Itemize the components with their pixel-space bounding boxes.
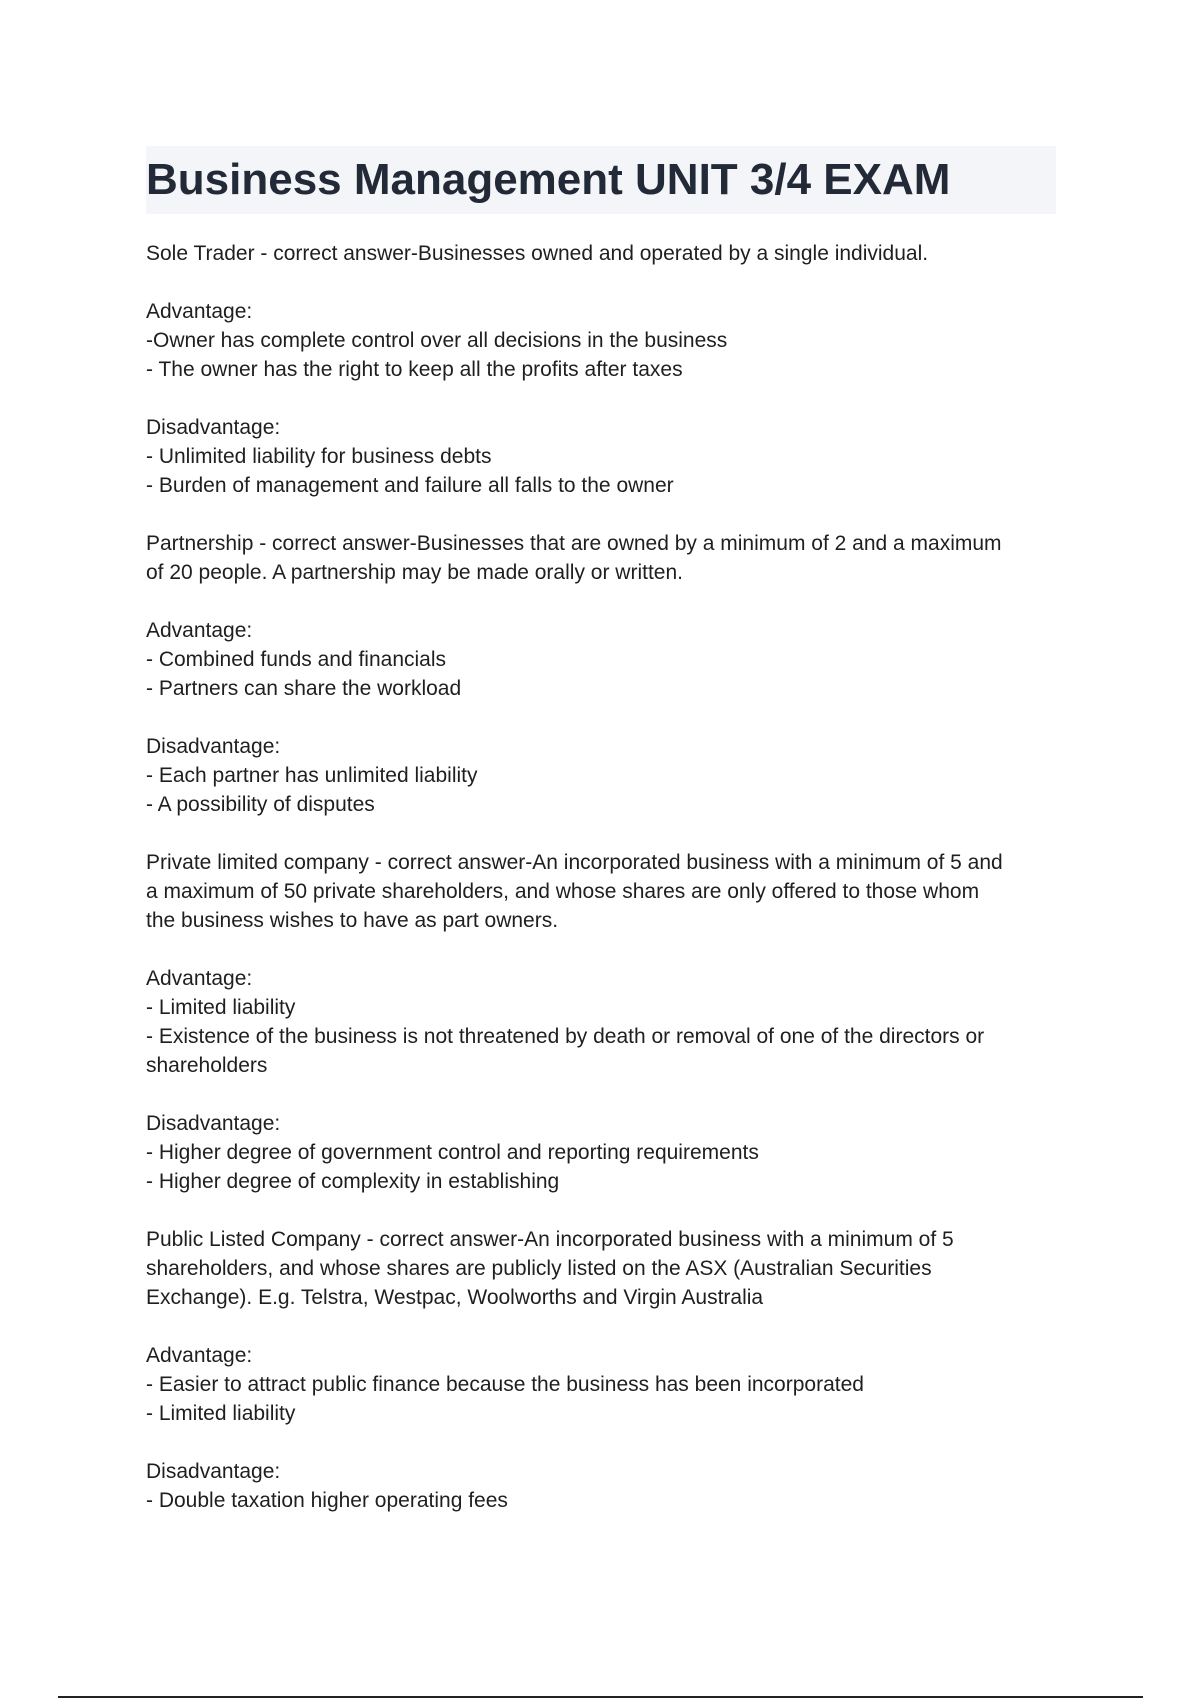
advantage-item: - Partners can share the workload [146, 677, 462, 700]
disadvantage-item: - Each partner has unlimited liability [146, 764, 478, 787]
disadvantage-item: - Unlimited liability for business debts [146, 445, 492, 468]
disadvantage-item: - Double taxation higher operating fees [146, 1489, 508, 1512]
advantage-item: - Existence of the business is not threatened by death or removal of one of the directors or [146, 1025, 985, 1048]
advantage-item: - Limited liability [146, 1402, 296, 1425]
definition-line: a maximum of 50 private shareholders, and whose shares are only offered to those whom [146, 880, 980, 903]
advantage-label: Advantage: [146, 967, 253, 990]
definition-line: the business wishes to have as part owners. [146, 909, 559, 932]
advantage-item: - Easier to attract public finance because the business has been incorporated [146, 1373, 864, 1396]
disadvantage-label: Disadvantage: [146, 735, 281, 758]
disadvantage-item: - Burden of management and failure all falls to the owner [146, 474, 674, 497]
advantage-label: Advantage: [146, 300, 253, 323]
advantage-item-continued: shareholders [146, 1054, 268, 1077]
definition-line: Public Listed Company - correct answer-An incorporated business with a minimum of 5 [146, 1228, 954, 1251]
disadvantage-label: Disadvantage: [146, 416, 281, 439]
title-banner [146, 146, 1056, 214]
definition-line: Exchange). E.g. Telstra, Westpac, Woolworths and Virgin Australia [146, 1286, 764, 1309]
definition-line: Partnership - correct answer-Businesses that are owned by a minimum of 2 and a maximum [146, 532, 1002, 555]
page-title: Business Management UNIT 3/4 EXAM [146, 155, 951, 204]
advantage-item: - The owner has the right to keep all the profits after taxes [146, 358, 683, 381]
entry-sole-trader [146, 239, 1066, 500]
definition-line: Private limited company - correct answer-An incorporated business with a minimum of 5 and [146, 851, 1003, 874]
document-body [146, 239, 1066, 1515]
entry-public-listed-company [146, 1225, 1066, 1515]
definition-line: shareholders, and whose shares are publicly listed on the ASX (Australian Securities [146, 1257, 932, 1280]
advantage-label: Advantage: [146, 619, 253, 642]
definition-line: Sole Trader - correct answer-Businesses owned and operated by a single individual. [146, 242, 929, 265]
disadvantage-label: Disadvantage: [146, 1112, 281, 1135]
footer-divider [58, 1696, 1143, 1698]
disadvantage-label: Disadvantage: [146, 1460, 281, 1483]
advantage-item: - Limited liability [146, 996, 296, 1019]
entry-private-limited-company [146, 848, 1066, 1196]
advantage-label: Advantage: [146, 1344, 253, 1367]
entry-partnership [146, 529, 1066, 819]
advantage-item: -Owner has complete control over all decisions in the business [146, 329, 728, 352]
definition-line: of 20 people. A partnership may be made orally or written. [146, 561, 683, 584]
disadvantage-item: - Higher degree of government control and reporting requirements [146, 1141, 759, 1164]
disadvantage-item: - Higher degree of complexity in establishing [146, 1170, 560, 1193]
advantage-item: - Combined funds and financials [146, 648, 447, 671]
disadvantage-item: - A possibility of disputes [146, 793, 375, 816]
